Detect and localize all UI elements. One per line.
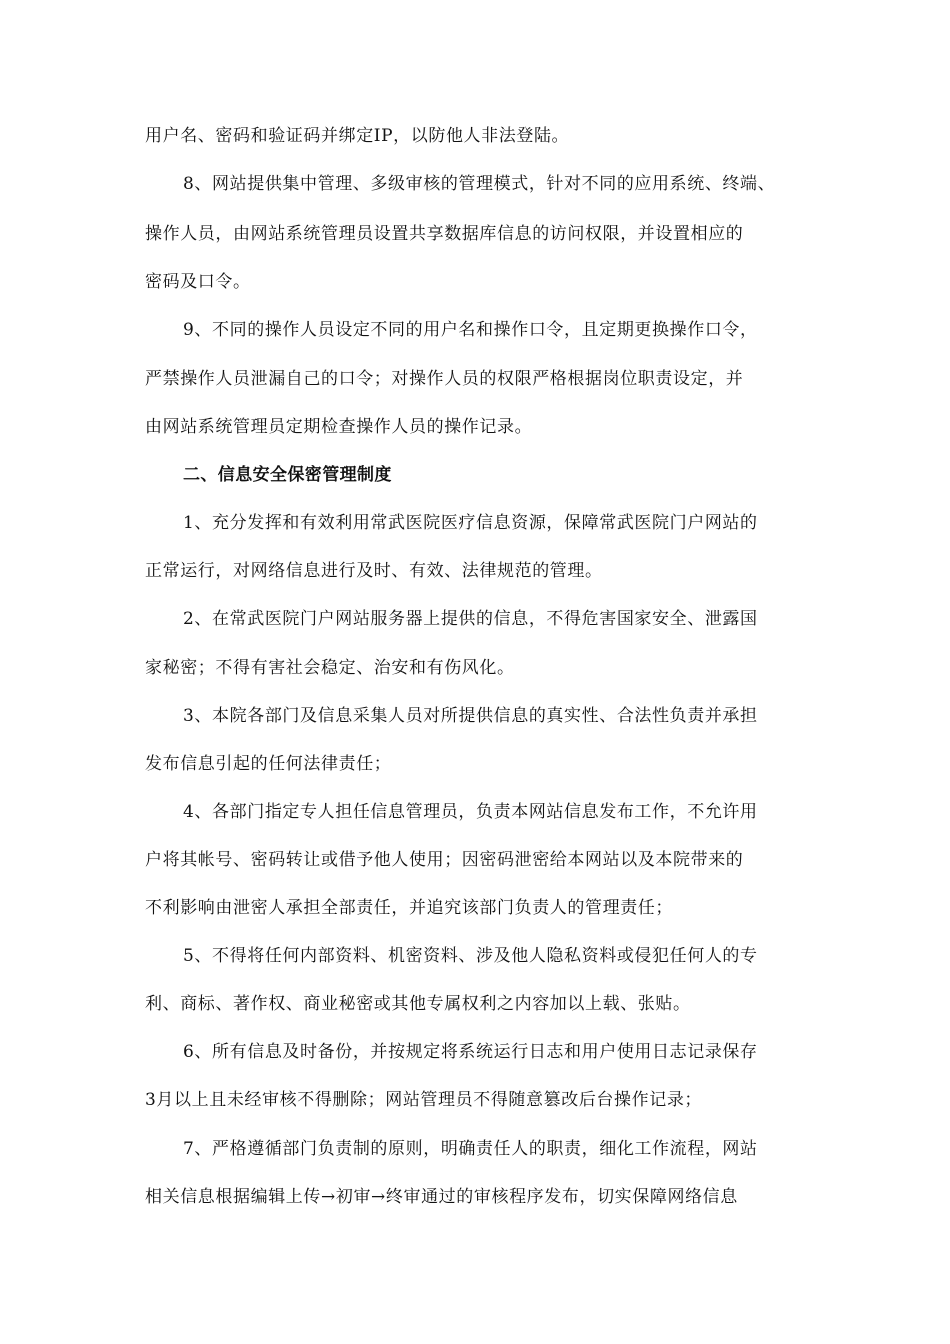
text-line: 发布信息引起的任何法律责任； [145,754,392,774]
paragraph-2-start: 2、在常武医院门户网站服务器上提供的信息，不得危害国家安全、泄露国 [183,609,758,629]
text-line: 严禁操作人员泄漏自己的口令；对操作人员的权限严格根据岗位职责设定，并 [145,369,744,389]
section-heading: 二、信息安全保密管理制度 [183,465,392,485]
text-line: 户将其帐号、密码转让或借予他人使用；因密码泄密给本网站以及本院带来的 [145,850,744,870]
paragraph-8-start: 8、网站提供集中管理、多级审核的管理模式，针对不同的应用系统、终端、 [183,174,776,194]
text-line: 用户名、密码和验证码并绑定IP，以防他人非法登陆。 [145,126,570,146]
text-line: 正常运行，对网络信息进行及时、有效、法律规范的管理。 [145,561,603,581]
paragraph-9-start: 9、不同的操作人员设定不同的用户名和操作口令，且定期更换操作口令， [183,320,758,340]
text-line: 家秘密；不得有害社会稳定、治安和有伤风化。 [145,658,515,678]
paragraph-1-start: 1、充分发挥和有效利用常武医院医疗信息资源，保障常武医院门户网站的 [183,513,758,533]
paragraph-6-start: 6、所有信息及时备份，并按规定将系统运行日志和用户使用日志记录保存 [183,1042,758,1062]
paragraph-5-start: 5、不得将任何内部资料、机密资料、涉及他人隐私资料或侵犯任何人的专 [183,946,758,966]
text-line: 操作人员，由网站系统管理员设置共享数据库信息的访问权限，并设置相应的 [145,224,744,244]
text-line: 3月以上且未经审核不得删除；网站管理员不得随意篡改后台操作记录； [145,1090,703,1110]
paragraph-4-start: 4、各部门指定专人担任信息管理员，负责本网站信息发布工作，不允许用 [183,802,758,822]
text-line: 利、商标、著作权、商业秘密或其他专属权利之内容加以上载、张贴。 [145,994,691,1014]
text-line: 不利影响由泄密人承担全部责任，并追究该部门负责人的管理责任； [145,898,673,918]
text-line: 相关信息根据编辑上传→初审→终审通过的审核程序发布，切实保障网络信息 [145,1187,738,1207]
paragraph-3-start: 3、本院各部门及信息采集人员对所提供信息的真实性、合法性负责并承担 [183,706,758,726]
paragraph-7-start: 7、严格遵循部门负责制的原则，明确责任人的职责，细化工作流程，网站 [183,1139,758,1159]
text-line: 密码及口令。 [145,272,251,292]
text-line: 由网站系统管理员定期检查操作人员的操作记录。 [145,417,533,437]
